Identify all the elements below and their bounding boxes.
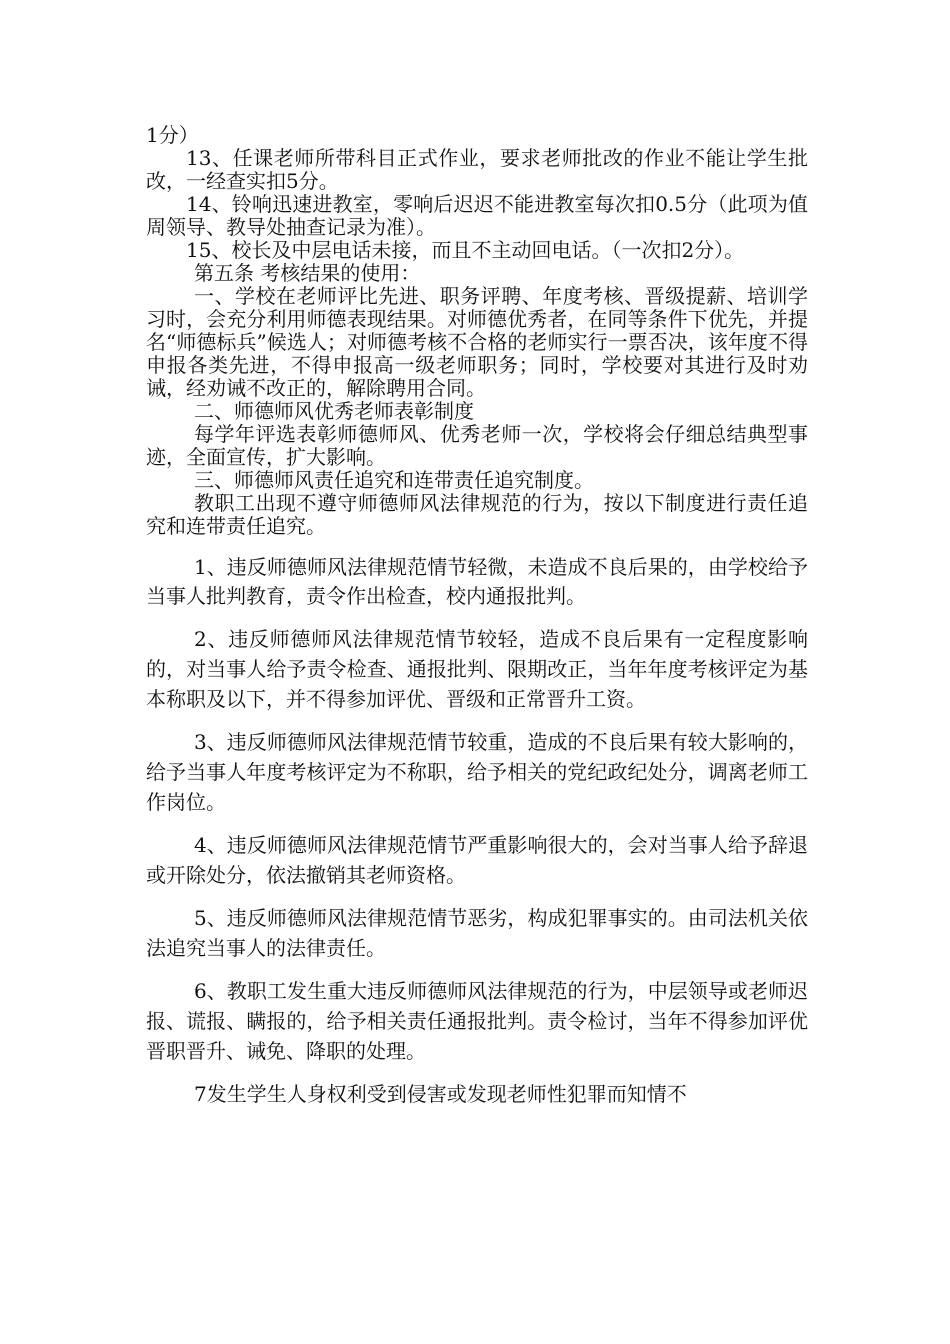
section-heading-article-5: 第五条 考核结果的使用： xyxy=(194,261,421,285)
paragraph-continuation: 1分） xyxy=(146,123,199,147)
paragraph-item-15: 15、校长及中层电话未接，而且不主动回电话。（一次扣2分）。 xyxy=(186,238,745,262)
section-heading-part-3: 三、师德师风责任追究和连带责任追究制度。 xyxy=(194,468,594,492)
section-heading-part-2: 二、师德师风优秀老师表彰制度 xyxy=(194,399,474,423)
paragraph-item-14: 14、铃响迅速进教室，零响后迟迟不能进教室每次扣0.5分（此项为值周领导、教导处抽查记录为准）。 xyxy=(146,192,808,239)
paragraph-rule-2: 2、违反师德师风法律规范情节较轻，造成不良后果有一定程度影响的，对当事人给予责令检查、通报批判、限期改正，当年年度考核评定为基本称职及以下，并不得参加评优、晋级和正常晋升工资。 xyxy=(146,627,808,711)
paragraph-rule-6: 6、教职工发生重大违反师德师风法律规范的行为，中层领导或老师迟报、谎报、瞒报的，给予相关责任通报批判。责令检讨，当年不得参加评优晋职晋升、诫免、降职的处理。 xyxy=(146,979,808,1063)
paragraph-rule-4: 4、违反师德师风法律规范情节严重影响很大的，会对当事人给予辞退或开除处分，依法撤销其老师资格。 xyxy=(146,833,808,887)
paragraph-rule-1: 1、违反师德师风法律规范情节轻微，未造成不良后果的，由学校给予当事人批判教育，责令作出检查，校内通报批判。 xyxy=(146,555,808,608)
paragraph-rule-7: 7发生学生人身权利受到侵害或发现老师性犯罪而知情不 xyxy=(194,1082,687,1106)
document-body xyxy=(146,124,808,1109)
paragraph-item-13: 13、任课老师所带科目正式作业，要求老师批改的作业不能让学生批改，一经查实扣5分。 xyxy=(146,146,808,193)
paragraph-part-1: 一、学校在老师评比先进、职务评聘、年度考核、晋级提薪、培训学习时，会充分利用师德表现结果。对师德优秀者，在同等条件下优先，并提名“师德标兵”候选人；对师德考核不合格的老师实行一票否决，该年度不得申报各类先进，不得申报高一级老师职务；同时，学校要对其进行及时劝诫，经劝诫不改正的，解除聘用合同。 xyxy=(146,284,808,400)
paragraph-part-2-body: 每学年评选表彰师德师风、优秀老师一次，学校将会仔细总结典型事迹，全面宣传，扩大影响。 xyxy=(146,422,808,469)
paragraph-part-3-body: 教职工出现不遵守师德师风法律规范的行为，按以下制度进行责任追究和连带责任追究。 xyxy=(146,491,808,538)
paragraph-rule-3: 3、违反师德师风法律规范情节较重，造成的不良后果有较大影响的，给予当事人年度考核评定为不称职，给予相关的党纪政纪处分，调离老师工作岗位。 xyxy=(146,730,808,814)
paragraph-rule-5: 5、违反师德师风法律规范情节恶劣，构成犯罪事实的。由司法机关依法追究当事人的法律责任。 xyxy=(146,906,808,960)
